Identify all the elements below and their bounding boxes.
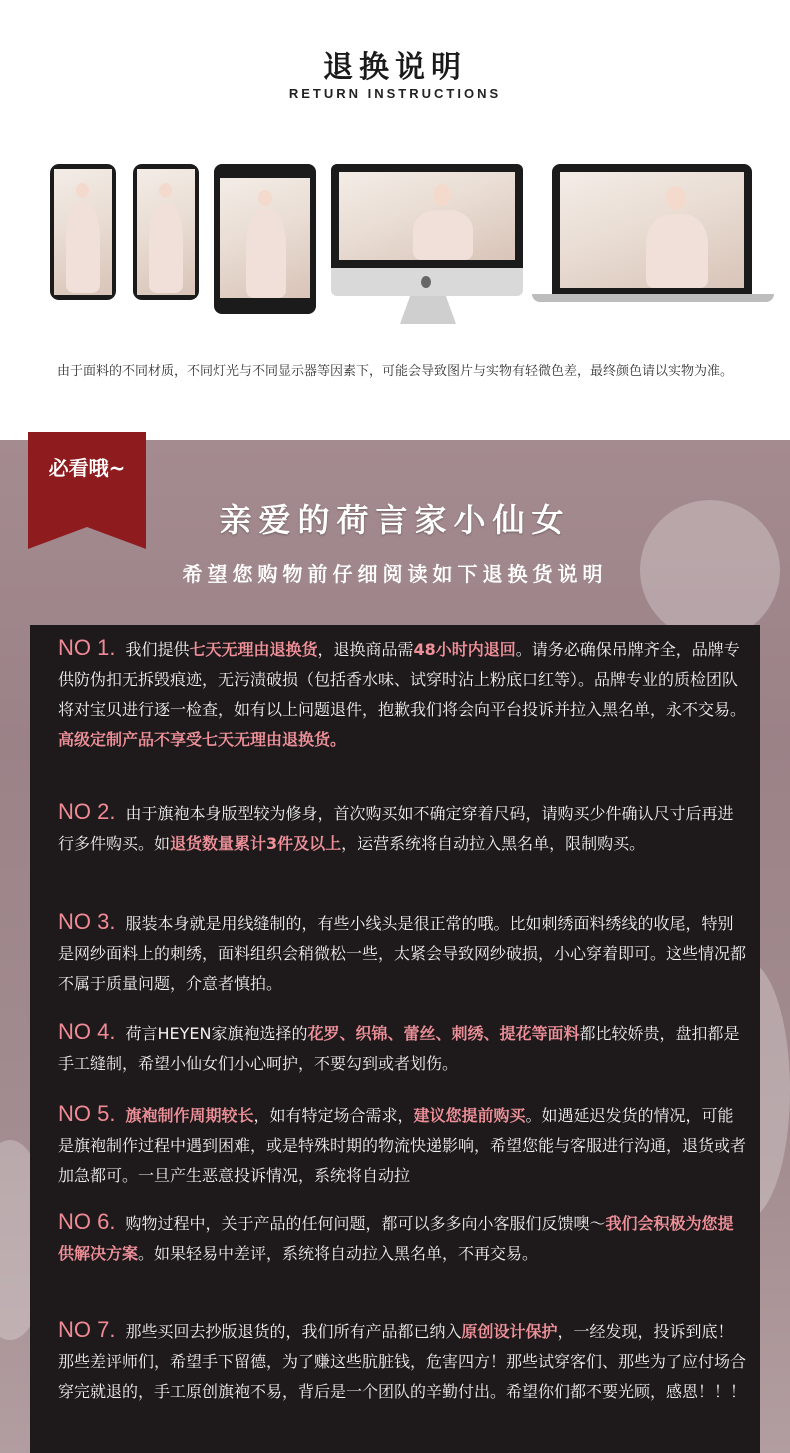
item-text: 我们提供 — [125, 640, 190, 659]
highlight-text: 原创设计保护 — [461, 1322, 558, 1341]
item-text: ，退换商品需 — [317, 640, 414, 659]
instructions-panel — [30, 625, 760, 1453]
header-section — [0, 0, 790, 420]
highlight-text: 建议您提前购买 — [413, 1106, 526, 1125]
item-text: 都比较娇贵，盘扣都是手工缝制，希望小仙女们小心呵护，不要勾到或者划伤。 — [58, 1024, 740, 1073]
phone-device — [50, 164, 116, 300]
item-number: NO 6. — [58, 1209, 116, 1234]
laptop-device — [552, 164, 752, 294]
product-photo — [220, 178, 310, 298]
item-text: 服装本身就是用线缝制的，有些小线头是很正常的哦。比如刺绣面料绣线的收尾，特别是网纱面料上的刺绣，面料组织会稍微松一些，太紧会导致网纱破损，小心穿着即可。这些情况都不属于质量问题，介意者慎拍。 — [58, 914, 747, 993]
instructions-section — [0, 440, 790, 1453]
device-showcase — [0, 160, 790, 330]
highlight-text: 我们会积极为您提供解决方案 — [58, 1214, 734, 1263]
highlight-text: 48小时内退回 — [413, 640, 516, 659]
item-text: 。如果轻易中差评，系统将自动拉入黑名单，不再交易。 — [138, 1244, 539, 1263]
item-number: NO 2. — [58, 799, 116, 824]
item-text: 。如遇延迟发货的情况，可能是旗袍制作过程中遇到困难，或是特殊时期的物流快递影响，希望您能与客服进行沟通，退货或者加急都可。一旦产生恶意投诉情况，系统将自动拉 — [58, 1106, 747, 1185]
item-text: ，一经发现，投诉到底！那些差评师们，希望手下留德，为了赚这些肮脏钱，危害四方！那些试穿客们、那些为了应付场合穿完就退的，手工原创旗袍不易，背后是一个团队的辛勤付出。希望你们都不要光顾，感恩！！！ — [58, 1322, 747, 1401]
instruction-item — [58, 797, 746, 859]
item-text: 荷言HEYEN家旗袍选择的 — [125, 1024, 308, 1043]
item-text: 由于旗袍本身版型较为修身，首次购买如不确定穿着尺码，请购买少件确认尺寸后再进行多件购买。如 — [58, 804, 734, 853]
banner-headline: 亲爱的荷言家小仙女 — [219, 501, 571, 539]
apple-logo-icon — [421, 276, 431, 288]
phone-device — [133, 164, 199, 300]
instruction-item — [58, 907, 746, 999]
instruction-item — [58, 633, 746, 755]
instruction-item — [58, 1315, 746, 1407]
highlight-text: 旗袍制作周期较长 — [125, 1106, 254, 1125]
instruction-item — [58, 1207, 746, 1269]
product-photo — [137, 169, 195, 295]
banner-subline: 希望您购物前仔细阅读如下退换货说明 — [182, 562, 608, 586]
item-text: 。请务必确保吊牌齐全，品牌专供防伪扣无拆毁痕迹，无污渍破损（包括香水味、试穿时沾上粉底口红等）。品牌专业的质检团队将对宝贝进行逐一检查，如有以上问题退件，抱歉我们将会向平台投诉并拉入黑名单，永不交易。 — [58, 640, 747, 719]
laptop-base — [532, 294, 774, 302]
item-number: NO 4. — [58, 1019, 116, 1044]
item-text: 购物过程中，关于产品的任何问题，都可以多多向小客服们反馈噢～ — [125, 1214, 606, 1233]
item-text: 那些买回去抄版退货的，我们所有产品都已纳入 — [125, 1322, 462, 1341]
tablet-device — [214, 164, 316, 314]
page-subtitle: RETURN INSTRUCTIONS — [288, 86, 502, 101]
product-photo — [54, 169, 112, 295]
page-title: 退换说明 — [323, 50, 467, 85]
item-number: NO 3. — [58, 909, 116, 934]
highlight-text: 七天无理由退换货 — [189, 640, 318, 659]
item-number: NO 1. — [58, 635, 116, 660]
highlight-text: 高级定制产品不享受七天无理由退换货。 — [58, 730, 347, 749]
highlight-text: 退货数量累计3件及以上 — [170, 834, 342, 853]
instruction-item — [58, 1017, 746, 1079]
desktop-device — [331, 164, 523, 282]
desktop-stand — [400, 296, 456, 324]
item-text: ，如有特定场合需求， — [253, 1106, 414, 1125]
color-difference-note: 由于面料的不同材质，不同灯光与不同显示器等因素下，可能会导致图片与实物有轻微色差，最终颜色请以实物为准。 — [56, 364, 733, 379]
item-text: ，运营系统将自动拉入黑名单，限制购买。 — [341, 834, 646, 853]
product-photo — [339, 172, 515, 260]
ribbon-label: 必看哦~ — [48, 456, 126, 480]
item-number: NO 7. — [58, 1317, 116, 1342]
instruction-item — [58, 1099, 746, 1191]
product-photo — [560, 172, 744, 288]
highlight-text: 花罗、织锦、蕾丝、刺绣、提花等面料 — [307, 1024, 580, 1043]
item-number: NO 5. — [58, 1101, 116, 1126]
